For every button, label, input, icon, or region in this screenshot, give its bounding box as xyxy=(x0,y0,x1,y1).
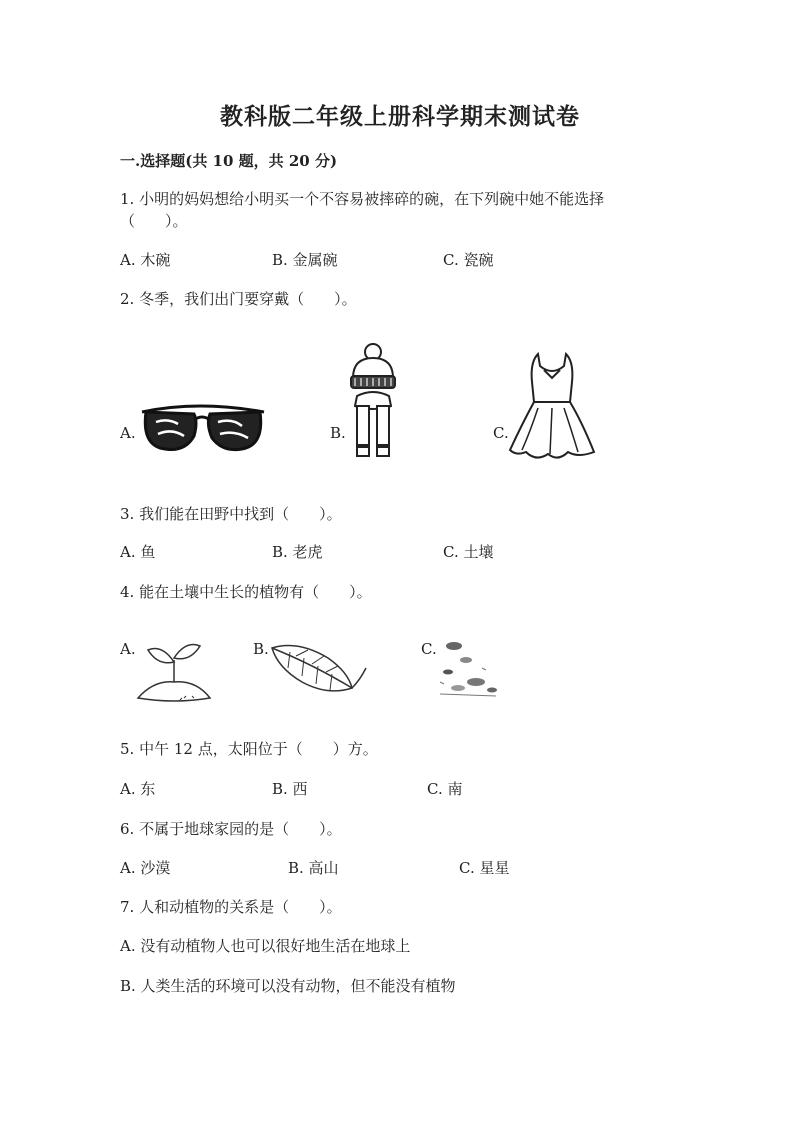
question-1-option-c: C. 瓷碗 xyxy=(443,251,494,269)
question-4-option-b: B. xyxy=(253,640,269,658)
question-7-option-b: B. 人类生活的环境可以没有动物，但不能没有植物 xyxy=(120,977,456,995)
question-3-option-c: C. 土壤 xyxy=(443,543,494,561)
question-5-option-b: B. 西 xyxy=(272,780,308,798)
hat-and-scarf-icon xyxy=(345,342,401,462)
question-2-option-a: A. xyxy=(120,424,136,442)
question-4-text: 4. 能在土壤中生长的植物有（ ）。 xyxy=(120,583,372,601)
question-4-option-c: C. xyxy=(421,640,437,658)
question-4-option-a: A. xyxy=(120,640,136,658)
question-1-text-cont: （ ）。 xyxy=(120,212,188,230)
question-2-option-b: B. xyxy=(330,424,346,442)
question-7-option-a: A. 没有动植物人也可以很好地生活在地球上 xyxy=(120,937,411,955)
question-5-option-a: A. 东 xyxy=(120,780,156,798)
question-6-option-a: A. 沙漠 xyxy=(120,859,171,877)
dress-icon xyxy=(508,352,596,464)
sprout-icon xyxy=(134,636,214,706)
question-3-text: 3. 我们能在田野中找到（ ）。 xyxy=(120,505,342,523)
question-3-option-b: B. 老虎 xyxy=(272,543,323,561)
question-5-text: 5. 中午 12 点，太阳位于（ ）方。 xyxy=(120,740,378,758)
question-2-option-c: C. xyxy=(493,424,509,442)
question-7-text: 7. 人和动植物的关系是（ ）。 xyxy=(120,898,342,916)
question-5-option-c: C. 南 xyxy=(427,780,463,798)
question-3-option-a: A. 鱼 xyxy=(120,543,156,561)
question-1-text: 1. 小明的妈妈想给小明买一个不容易被摔碎的碗，在下列碗中她不能选择 xyxy=(120,190,605,208)
question-1-option-a: A. 木碗 xyxy=(120,251,171,269)
sunglasses-icon xyxy=(138,398,268,460)
leaf-icon xyxy=(268,638,370,702)
moss-icon xyxy=(436,638,502,700)
section-heading: 一.选择题(共 10 题，共 20 分) xyxy=(120,152,338,170)
question-6-option-c: C. 星星 xyxy=(459,859,510,877)
question-6-option-b: B. 高山 xyxy=(288,859,339,877)
question-1-option-b: B. 金属碗 xyxy=(272,251,338,269)
page-title: 教科版二年级上册科学期末测试卷 xyxy=(220,103,580,130)
question-2-text: 2. 冬季，我们出门要穿戴（ ）。 xyxy=(120,290,357,308)
question-6-text: 6. 不属于地球家园的是（ ）。 xyxy=(120,820,342,838)
